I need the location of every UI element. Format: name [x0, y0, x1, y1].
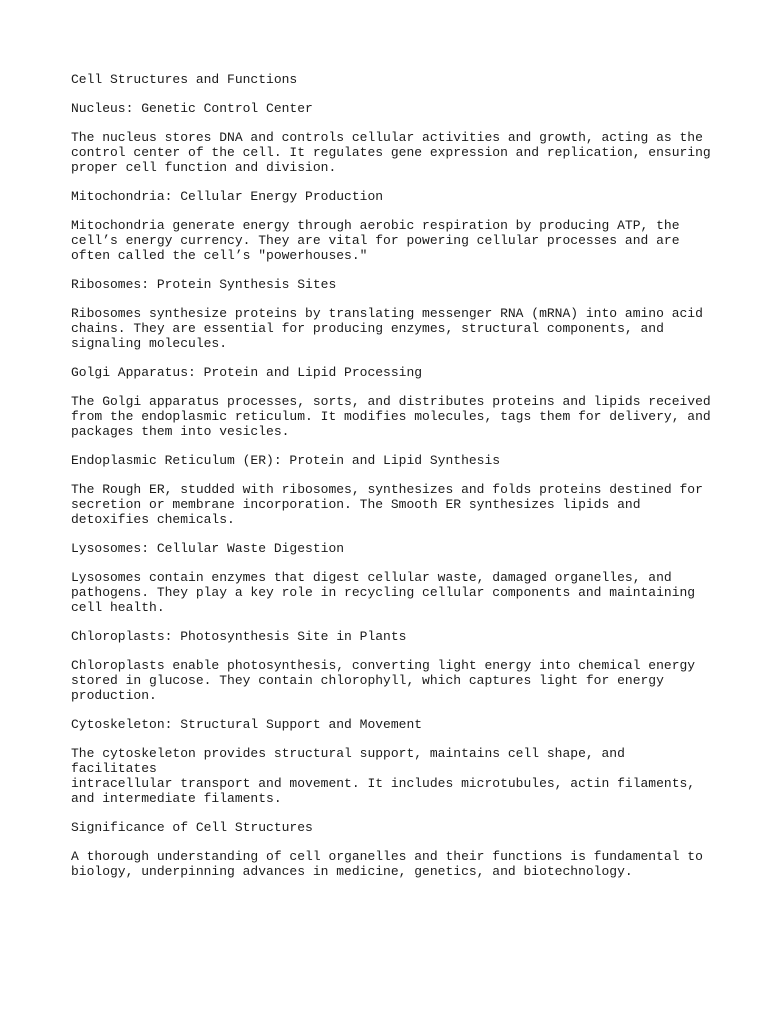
- section-cytoskeleton: [71, 717, 711, 806]
- section-endoplasmic-reticulum: [71, 453, 711, 527]
- section-body: Mitochondria generate energy through aerobic respiration by producing ATP, the cell’s energy currency. They are vital for powering cellular processes and are often called the cell’s "powerhouses.": [71, 218, 680, 263]
- section-nucleus: [71, 101, 711, 175]
- section-chloroplasts: [71, 629, 711, 703]
- section-body: Ribosomes synthesize proteins by translating messenger RNA (mRNA) into amino acid chains. They are essential for producing enzymes, structural components, and signaling molecules.: [71, 306, 703, 351]
- section-body: The nucleus stores DNA and controls cellular activities and growth, acting as the control center of the cell. It regulates gene expression and replication, ensuring proper cell function and division.: [71, 130, 711, 175]
- section-heading: Mitochondria: Cellular Energy Production: [71, 189, 384, 204]
- section-heading: Nucleus: Genetic Control Center: [71, 101, 313, 116]
- section-heading: Significance of Cell Structures: [71, 820, 313, 835]
- section-heading: Chloroplasts: Photosynthesis Site in Plants: [71, 629, 407, 644]
- document-title: Cell Structures and Functions: [71, 72, 298, 87]
- section-golgi-apparatus: [71, 365, 711, 439]
- section-heading: Lysosomes: Cellular Waste Digestion: [71, 541, 345, 556]
- section-mitochondria: [71, 189, 711, 263]
- section-ribosomes: [71, 277, 711, 351]
- section-heading: Cytoskeleton: Structural Support and Movement: [71, 717, 423, 732]
- document-page: [71, 72, 711, 893]
- section-body: A thorough understanding of cell organelles and their functions is fundamental to biology, underpinning advances in medicine, genetics, and biotechnology.: [71, 849, 703, 879]
- section-heading: Endoplasmic Reticulum (ER): Protein and Lipid Synthesis: [71, 453, 501, 468]
- section-significance: [71, 820, 711, 879]
- section-body: The Golgi apparatus processes, sorts, and distributes proteins and lipids received from the endoplasmic reticulum. It modifies molecules, tags them for delivery, and packages them into vesicles.: [71, 394, 711, 439]
- section-lysosomes: [71, 541, 711, 615]
- section-heading: Golgi Apparatus: Protein and Lipid Processing: [71, 365, 423, 380]
- section-heading: Ribosomes: Protein Synthesis Sites: [71, 277, 337, 292]
- section-body: The cytoskeleton provides structural support, maintains cell shape, and facilitates intracellular transport and movement. It includes microtubules, actin filaments, and intermediate filaments.: [71, 746, 696, 806]
- section-body: Chloroplasts enable photosynthesis, converting light energy into chemical energy stored in glucose. They contain chlorophyll, which captures light for energy production.: [71, 658, 696, 703]
- section-body: Lysosomes contain enzymes that digest cellular waste, damaged organelles, and pathogens. They play a key role in recycling cellular components and maintaining cell health.: [71, 570, 696, 615]
- section-body: The Rough ER, studded with ribosomes, synthesizes and folds proteins destined for secretion or membrane incorporation. The Smooth ER synthesizes lipids and detoxifies chemicals.: [71, 482, 703, 527]
